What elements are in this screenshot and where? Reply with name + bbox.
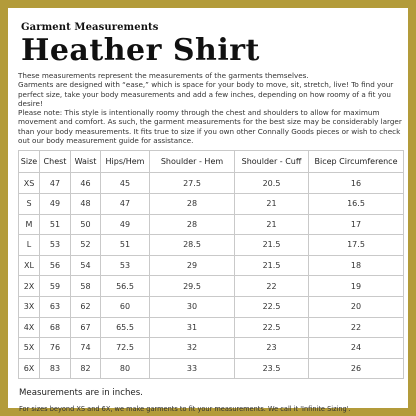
measurement-cell: 51 — [40, 214, 71, 235]
table-header — [19, 151, 404, 173]
intro-text — [18, 71, 406, 145]
measurement-cell: 48 — [71, 193, 101, 214]
measurement-cell: 21 — [235, 214, 309, 235]
measurement-cell: 56 — [40, 255, 71, 276]
table-row — [19, 235, 404, 256]
measurement-cell: 49 — [101, 214, 150, 235]
table-row — [19, 358, 404, 379]
size-cell: XL — [19, 255, 40, 276]
measurement-cell: 22 — [309, 317, 404, 338]
measurement-cell: 29.5 — [150, 276, 235, 297]
header-cell: Shoulder - Cuff — [235, 151, 309, 173]
measurement-cell: 20 — [309, 296, 404, 317]
measurement-cell: 23.5 — [235, 358, 309, 379]
measurement-cell: 27.5 — [150, 173, 235, 194]
page-title: Heather Shirt — [21, 33, 260, 68]
table-row — [19, 276, 404, 297]
measurement-cell: 21 — [235, 193, 309, 214]
size-cell: 3X — [19, 296, 40, 317]
measurement-cell: 72.5 — [101, 338, 150, 359]
measurement-cell: 24 — [309, 338, 404, 359]
measurement-cell: 54 — [71, 255, 101, 276]
header-cell: Bicep Circumference — [309, 151, 404, 173]
sizing-note: For sizes beyond XS and 6X, we make garments to fit your measurements. We call it 'Infinite Sizing'. — [19, 405, 351, 414]
measurement-table — [18, 150, 404, 379]
measurement-cell: 31 — [150, 317, 235, 338]
table-row — [19, 173, 404, 194]
measurement-cell: 80 — [101, 358, 150, 379]
measurement-cell: 33 — [150, 358, 235, 379]
measurement-cell: 18 — [309, 255, 404, 276]
measurement-cell: 29 — [150, 255, 235, 276]
measurement-cell: 28 — [150, 193, 235, 214]
measurement-cell: 32 — [150, 338, 235, 359]
size-cell: 4X — [19, 317, 40, 338]
section-kicker: Garment Measurements — [21, 22, 159, 33]
table-row — [19, 317, 404, 338]
measurement-cell: 30 — [150, 296, 235, 317]
measurement-cell: 62 — [71, 296, 101, 317]
table-row — [19, 214, 404, 235]
table-row — [19, 296, 404, 317]
measurement-cell: 51 — [101, 235, 150, 256]
intro-paragraph-2: Garments are designed with “ease,” which is space for your body to move, sit, stretch, live! To find your perfect size, take your body measurements and add a few inches, depending on how roomy of a fit you desire! — [18, 80, 394, 108]
measurement-cell: 17.5 — [309, 235, 404, 256]
measurement-cell: 28 — [150, 214, 235, 235]
measurement-cell: 53 — [40, 235, 71, 256]
table-row — [19, 193, 404, 214]
units-note: Measurements are in inches. — [19, 388, 143, 399]
measurement-cell: 67 — [71, 317, 101, 338]
intro-paragraph-3: Please note: This style is intentionally roomy through the chest and shoulders to allow for maximum movement and comfort. As such, the garment measurements for the best size may be considerably larger than your body measurements. It fits true to size if you own other Connally Goods pieces or wish to check out our body measurement guide for assistance. — [18, 108, 402, 146]
size-cell: M — [19, 214, 40, 235]
table-body — [19, 173, 404, 379]
header-cell: Hips/Hem — [101, 151, 150, 173]
measurement-cell: 46 — [71, 173, 101, 194]
measurement-cell: 19 — [309, 276, 404, 297]
measurement-cell: 16 — [309, 173, 404, 194]
measurement-cell: 47 — [101, 193, 150, 214]
measurement-cell: 16.5 — [309, 193, 404, 214]
measurement-cell: 17 — [309, 214, 404, 235]
measurement-cell: 53 — [101, 255, 150, 276]
table-row — [19, 338, 404, 359]
measurement-cell: 47 — [40, 173, 71, 194]
measurement-cell: 63 — [40, 296, 71, 317]
header-cell: Size — [19, 151, 40, 173]
measurement-cell: 56.5 — [101, 276, 150, 297]
size-cell: XS — [19, 173, 40, 194]
measurement-cell: 65.5 — [101, 317, 150, 338]
measurement-cell: 76 — [40, 338, 71, 359]
measurement-cell: 21.5 — [235, 235, 309, 256]
measurement-cell: 50 — [71, 214, 101, 235]
measurement-cell: 60 — [101, 296, 150, 317]
intro-paragraph-1: These measurements represent the measurements of the garments themselves. — [18, 71, 309, 80]
measurement-cell: 28.5 — [150, 235, 235, 256]
size-cell: L — [19, 235, 40, 256]
measurement-cell: 22 — [235, 276, 309, 297]
size-cell: S — [19, 193, 40, 214]
header-cell: Chest — [40, 151, 71, 173]
measurement-cell: 21.5 — [235, 255, 309, 276]
measurement-cell: 22.5 — [235, 296, 309, 317]
measurement-cell: 45 — [101, 173, 150, 194]
table-row — [19, 255, 404, 276]
measurement-cell: 23 — [235, 338, 309, 359]
measurement-cell: 58 — [71, 276, 101, 297]
header-cell: Waist — [71, 151, 101, 173]
measurement-cell: 22.5 — [235, 317, 309, 338]
header-cell: Shoulder - Hem — [150, 151, 235, 173]
measurement-cell: 52 — [71, 235, 101, 256]
measurement-cell: 26 — [309, 358, 404, 379]
measurement-cell: 49 — [40, 193, 71, 214]
measurement-cell: 59 — [40, 276, 71, 297]
size-cell: 6X — [19, 358, 40, 379]
measurement-cell: 83 — [40, 358, 71, 379]
size-cell: 5X — [19, 338, 40, 359]
measurement-cell: 68 — [40, 317, 71, 338]
measurement-cell: 20.5 — [235, 173, 309, 194]
size-cell: 2X — [19, 276, 40, 297]
content-area — [18, 22, 406, 413]
measurement-cell: 74 — [71, 338, 101, 359]
measurement-cell: 82 — [71, 358, 101, 379]
header-row — [19, 151, 404, 173]
